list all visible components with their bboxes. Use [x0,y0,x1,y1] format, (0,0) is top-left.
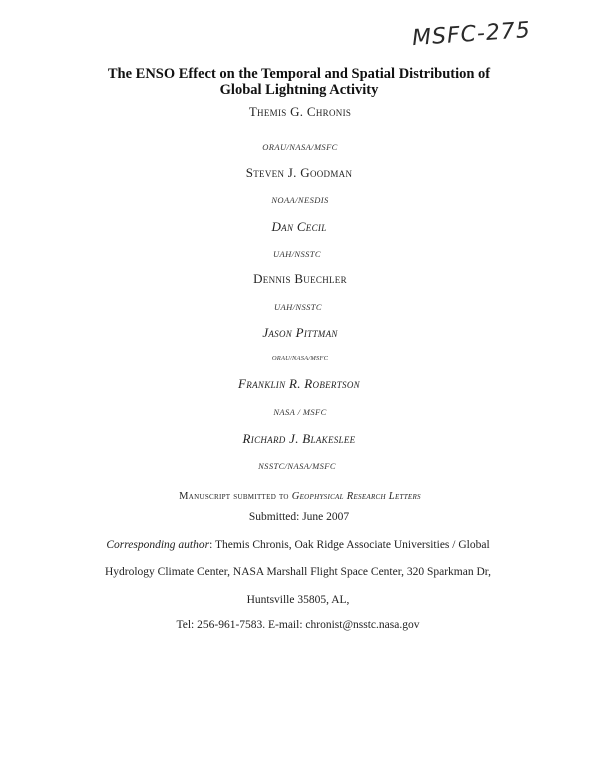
author-affiliation: NASA / MSFC [273,407,327,417]
author-affiliation: NSSTC/NASA/MSFC [258,461,336,471]
manuscript-note-prefix: Manuscript submitted to [179,491,292,502]
corresponding-author-line-3: Huntsville 35805, AL, [246,594,350,606]
author-name: Jason Pittman [262,325,338,340]
corresponding-author-line-2: Hydrology Climate Center, NASA Marshall Flight Space Center, 320 Sparkman Dr, [104,566,492,578]
author-name: Franklin R. Robertson [238,376,360,391]
author-affiliation: ORAU/NASA/MSFC [271,355,329,362]
author-affiliation: NOAA/NESDIS [271,195,329,205]
author-affiliation: UAH/NSSTC [273,249,321,259]
author-name: Richard J. Blakeslee [242,431,356,446]
author-name: Dan Cecil [271,219,327,234]
contact-line: Tel: 256-961-7583. E-mail: chronist@nsstc.nasa.gov [176,619,420,631]
handwritten-document-id: MSFC-275 [411,17,532,52]
title-line-2: Global Lightning Activity [219,82,379,98]
author-name: Dennis Buechler [253,271,347,286]
author-name: Themis G. Chronis [248,104,352,119]
author-affiliation: ORAU/NASA/MSFC [262,142,338,152]
submission-date: Submitted: June 2007 [248,511,350,523]
corresponding-author-label: Corresponding author [106,539,210,551]
corresponding-author-text: : Themis Chronis, Oak Ridge Associate Universities / Global [209,539,490,551]
corresponding-author-line-1 [106,539,489,551]
journal-name: Geophysical Research Letters [291,491,421,502]
title-line-1: The ENSO Effect on the Temporal and Spatial Distribution of [107,66,491,82]
author-affiliation: UAH/NSSTC [274,302,322,312]
author-name: Steven J. Goodman [245,165,353,180]
manuscript-note [179,486,421,504]
